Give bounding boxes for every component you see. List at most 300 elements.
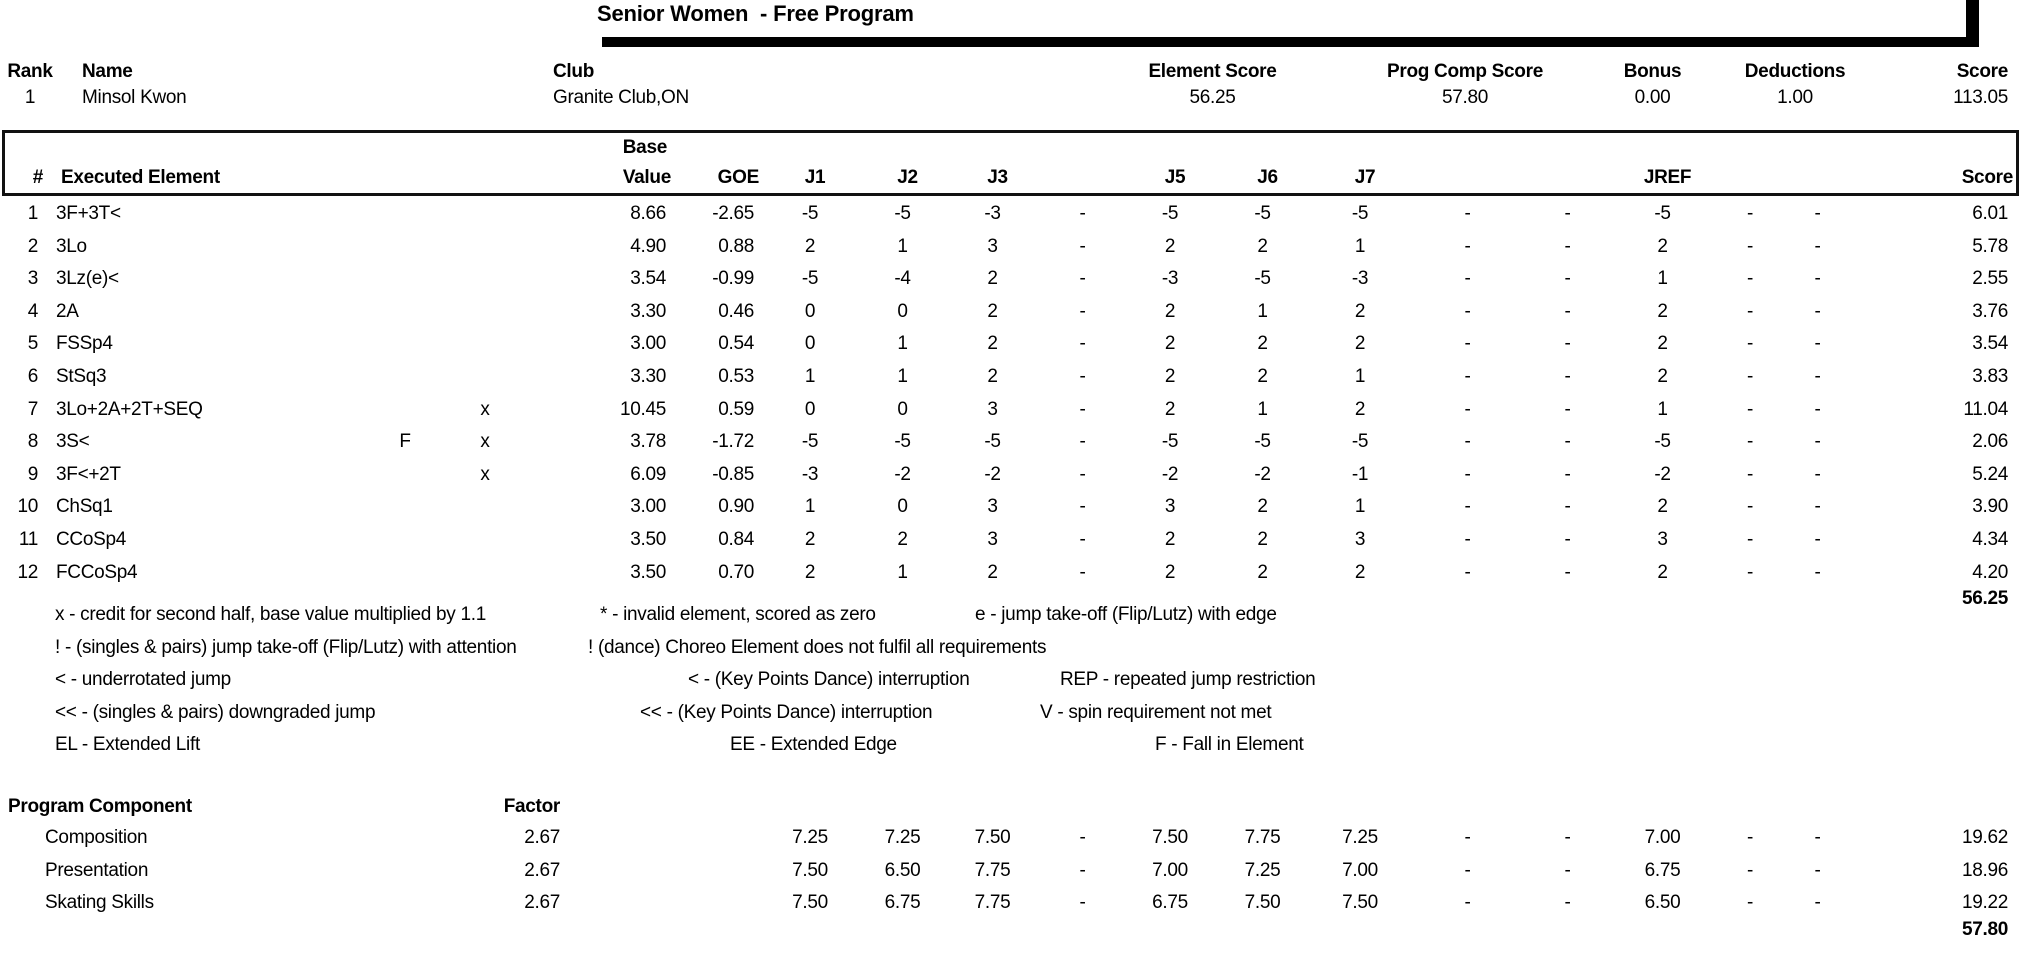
j6-score: -5 — [1254, 203, 1271, 224]
j4-score: - — [1079, 827, 1086, 848]
legend — [0, 598, 2020, 763]
extra-judge-3: - — [1746, 496, 1754, 518]
j2-score: 1 — [897, 561, 908, 583]
extra-judge-1: - — [1464, 561, 1471, 583]
deductions-header: Deductions — [1744, 61, 1846, 82]
base-value: 8.66 — [630, 203, 666, 224]
extra-judge-4: - — [1814, 268, 1821, 290]
j2-score: 0 — [897, 398, 908, 420]
j5-score: 7.00 — [1152, 859, 1188, 881]
element-row — [0, 296, 2020, 329]
deductions-value: 1.00 — [1777, 87, 1813, 108]
program-title: Senior Women - Free Program — [597, 1, 914, 26]
element-row — [0, 198, 2020, 231]
score-header: Score — [1956, 61, 2008, 82]
second-half-credit — [420, 491, 550, 524]
element-code: 3Lo — [56, 235, 87, 257]
extra-judge-3: - — [1746, 300, 1754, 322]
extra-judge-2: - — [1564, 235, 1571, 257]
element-info-flag — [390, 394, 420, 427]
element-row — [0, 361, 2020, 394]
j1-score: 2 — [804, 235, 816, 257]
j1-score: 0 — [804, 300, 816, 322]
j3-score: 7.75 — [974, 892, 1011, 914]
j2-score: 6.50 — [884, 859, 921, 881]
element-info-flag — [390, 361, 420, 394]
element-code: 3Lz(e)< — [56, 268, 119, 290]
extra-judge-1: - — [1464, 203, 1471, 224]
element-number: 8 — [27, 431, 38, 453]
element-score-header: Element Score — [1148, 61, 1277, 82]
j5-score: -2 — [1161, 463, 1179, 485]
element-info-flag — [390, 263, 420, 296]
j1-score: 2 — [804, 561, 816, 583]
element-score: 6.01 — [1972, 203, 2008, 224]
extra-judge-1: - — [1464, 496, 1471, 518]
jref-score: 1 — [1657, 398, 1668, 420]
base-value: 4.90 — [630, 235, 666, 257]
jref-score: 2 — [1657, 333, 1668, 355]
element-number: 4 — [27, 300, 38, 322]
j5-score: -5 — [1161, 431, 1179, 453]
j1-score: 2 — [804, 528, 816, 550]
element-number: 6 — [27, 365, 38, 387]
bonus-value: 0.00 — [1634, 87, 1671, 108]
extra-judge-2: - — [1564, 398, 1571, 420]
extra-judge-2: - — [1564, 496, 1571, 518]
j6-score: 1 — [1257, 398, 1268, 420]
j6-score: -5 — [1254, 268, 1271, 290]
second-half-credit — [420, 296, 550, 329]
j3-score: -5 — [984, 431, 1001, 453]
component-factor: 2.67 — [524, 827, 560, 848]
j1-header: J1 — [804, 167, 826, 188]
element-score: 2.06 — [1972, 431, 2008, 453]
element-info-flag — [390, 328, 420, 361]
j7-score: 2 — [1354, 300, 1366, 322]
j2-score: 2 — [897, 528, 908, 550]
element-info-flag — [390, 231, 420, 264]
extra-judge-4: - — [1814, 431, 1821, 453]
executed-element-header: Executed Element — [61, 167, 220, 188]
extra-judge-3: - — [1746, 528, 1754, 550]
j2-score: 0 — [897, 496, 908, 518]
legend-item: < - underrotated jump — [55, 669, 231, 690]
header-main-row — [5, 163, 2016, 193]
jref-score: 1 — [1657, 268, 1668, 290]
element-number: 7 — [27, 398, 38, 420]
bonus-header: Bonus — [1623, 61, 1682, 82]
j2-score: -5 — [894, 431, 911, 453]
goe-value: 0.54 — [718, 333, 754, 355]
extra-judge-4: - — [1814, 203, 1821, 224]
j3-score: 3 — [987, 496, 998, 518]
j1-score: 7.25 — [792, 827, 828, 848]
extra-judge-3: - — [1746, 235, 1754, 257]
extra-judge-2: - — [1564, 463, 1571, 485]
j6-score: 1 — [1257, 300, 1268, 322]
j3-score: 2 — [987, 365, 998, 387]
element-info-flag: F — [399, 431, 411, 453]
extra-judge-4: - — [1814, 561, 1821, 583]
j4-score: - — [1079, 463, 1086, 485]
element-code: FSSp4 — [56, 333, 113, 355]
prog-comp-score-header: Prog Comp Score — [1387, 61, 1543, 82]
legend-item: << - (singles & pairs) downgraded jump — [55, 702, 376, 723]
extra-judge-1: - — [1464, 892, 1471, 914]
j4-score: - — [1079, 892, 1086, 914]
extra-judge-3: - — [1746, 463, 1754, 485]
component-rows — [0, 822, 2020, 920]
component-name: Presentation — [45, 859, 149, 881]
base-value: 3.30 — [630, 365, 666, 387]
j2-score: 1 — [897, 365, 908, 387]
goe-value: 0.88 — [718, 235, 754, 257]
component-score: 19.62 — [1961, 827, 2008, 848]
j3-score: 2 — [987, 333, 998, 355]
element-info-flag — [390, 296, 420, 329]
second-half-credit: x — [480, 431, 490, 453]
j1-score: 7.50 — [792, 892, 828, 914]
extra-judge-4: - — [1814, 827, 1821, 848]
j5-score: 2 — [1164, 528, 1176, 550]
extra-judge-2: - — [1564, 268, 1571, 290]
j5-score: 3 — [1164, 496, 1176, 518]
extra-judge-3: - — [1746, 365, 1754, 387]
goe-value: -0.85 — [712, 463, 754, 485]
jref-score: 7.00 — [1644, 827, 1681, 848]
program-component-header-row — [0, 792, 2020, 822]
goe-value: 0.90 — [718, 496, 754, 518]
element-row — [0, 231, 2020, 264]
extra-judge-3: - — [1746, 859, 1754, 881]
second-half-credit: x — [480, 463, 490, 485]
j4-score: - — [1079, 496, 1086, 518]
component-factor: 2.67 — [524, 859, 560, 881]
legend-item: EE - Extended Edge — [730, 734, 897, 755]
title-box-right-border — [1966, 0, 1979, 47]
element-score-total: 56.25 — [1961, 588, 2008, 609]
j5-score: 2 — [1164, 365, 1176, 387]
second-half-credit — [420, 328, 550, 361]
j6-score: 7.50 — [1244, 892, 1281, 914]
jref-score: 2 — [1657, 235, 1668, 257]
j2-score: 6.75 — [884, 892, 921, 914]
second-half-credit — [420, 524, 550, 557]
j6-score: 2 — [1257, 235, 1268, 257]
element-code: FCCoSp4 — [56, 561, 138, 583]
j6-header: J6 — [1257, 167, 1278, 188]
base-value: 3.30 — [630, 300, 666, 322]
extra-judge-2: - — [1564, 528, 1571, 550]
second-half-credit: x — [480, 398, 490, 420]
second-half-credit — [420, 557, 550, 590]
elements-table-header — [2, 130, 2019, 196]
base-value: 10.45 — [619, 398, 666, 420]
j1-score: -5 — [801, 203, 819, 224]
j7-score: -5 — [1351, 203, 1369, 224]
extra-judge-3: - — [1746, 431, 1754, 453]
base-value: 3.50 — [630, 561, 666, 583]
j2-score: 0 — [897, 300, 908, 322]
factor-header: Factor — [503, 796, 560, 817]
j5-score: -5 — [1161, 203, 1179, 224]
extra-judge-3: - — [1746, 268, 1754, 290]
element-score: 3.90 — [1972, 496, 2008, 518]
j4-score: - — [1079, 859, 1086, 881]
element-score-col-header: Score — [1961, 167, 2013, 188]
j6-score: 2 — [1257, 528, 1268, 550]
extra-judge-4: - — [1814, 398, 1821, 420]
j7-score: 2 — [1354, 333, 1366, 355]
element-code: ChSq1 — [56, 496, 113, 518]
goe-value: 0.59 — [718, 398, 754, 420]
element-score-value: 56.25 — [1189, 87, 1236, 108]
j1-score: 7.50 — [792, 859, 828, 881]
j5-score: 2 — [1164, 333, 1176, 355]
goe-value: 0.46 — [718, 300, 754, 322]
j2-score: -2 — [894, 463, 911, 485]
extra-judge-2: - — [1564, 892, 1571, 914]
j3-score: 3 — [987, 398, 998, 420]
goe-value: 0.70 — [718, 561, 754, 583]
j2-score: 1 — [897, 333, 908, 355]
j5-score: 2 — [1164, 300, 1176, 322]
j1-score: -3 — [801, 463, 819, 485]
element-row — [0, 557, 2020, 590]
extra-judge-1: - — [1464, 398, 1471, 420]
element-code: 3F<+2T — [56, 463, 121, 485]
element-score: 4.34 — [1972, 528, 2008, 550]
second-half-credit — [420, 198, 550, 231]
j3-score: 2 — [987, 561, 998, 583]
jref-score: -2 — [1654, 463, 1671, 485]
element-score: 3.54 — [1972, 333, 2008, 355]
base-header: Base — [622, 137, 667, 158]
component-row — [0, 822, 2020, 855]
element-number: 11 — [18, 528, 38, 550]
legend-item: V - spin requirement not met — [1040, 702, 1272, 723]
j7-score: 7.50 — [1342, 892, 1378, 914]
element-info-flag — [390, 459, 420, 492]
element-code: 2A — [56, 300, 79, 322]
j6-score: -2 — [1254, 463, 1271, 485]
legend-item: << - (Key Points Dance) interruption — [640, 702, 933, 723]
j6-score: 2 — [1257, 333, 1268, 355]
extra-judge-2: - — [1564, 365, 1571, 387]
extra-judge-1: - — [1464, 528, 1471, 550]
element-row — [0, 426, 2020, 459]
j1-score: 0 — [804, 333, 816, 355]
component-factor: 2.67 — [524, 892, 560, 914]
element-info-flag — [390, 198, 420, 231]
extra-judge-4: - — [1814, 892, 1821, 914]
j7-score: 7.00 — [1342, 859, 1378, 881]
element-info-flag — [390, 491, 420, 524]
j2-score: -5 — [894, 203, 911, 224]
element-rows — [0, 198, 2020, 589]
j6-score: 7.25 — [1244, 859, 1281, 881]
extra-judge-2: - — [1564, 827, 1571, 848]
j7-score: 1 — [1354, 235, 1366, 257]
j7-header: J7 — [1354, 167, 1376, 188]
element-number: 10 — [17, 496, 38, 518]
element-number: 3 — [27, 268, 38, 290]
j4-score: - — [1079, 333, 1086, 355]
extra-judge-2: - — [1564, 561, 1571, 583]
name-header: Name — [82, 61, 133, 82]
goe-value: -2.65 — [712, 203, 754, 224]
element-score: 5.24 — [1972, 463, 2008, 485]
j7-score: 2 — [1354, 398, 1366, 420]
j3-score: -3 — [984, 203, 1001, 224]
extra-judge-3: - — [1746, 398, 1754, 420]
element-score: 5.78 — [1972, 235, 2008, 257]
element-row — [0, 491, 2020, 524]
j3-score: 3 — [987, 528, 998, 550]
skater-name: Minsol Kwon — [82, 87, 187, 108]
j3-score: 3 — [987, 235, 998, 257]
j3-score: -2 — [984, 463, 1001, 485]
result-header-row — [0, 58, 2020, 86]
j5-score: 2 — [1164, 398, 1176, 420]
jref-score: 2 — [1657, 561, 1668, 583]
goe-header: GOE — [717, 167, 759, 188]
j7-score: -5 — [1351, 431, 1369, 453]
j7-score: 3 — [1354, 528, 1366, 550]
second-half-credit — [420, 231, 550, 264]
j4-score: - — [1079, 235, 1086, 257]
base-value: 3.78 — [630, 431, 666, 453]
j1-score: 1 — [804, 496, 816, 518]
extra-judge-1: - — [1464, 463, 1471, 485]
legend-item: F - Fall in Element — [1155, 734, 1304, 755]
j7-score: 1 — [1354, 365, 1366, 387]
element-score: 11.04 — [1963, 398, 2008, 420]
legend-line — [0, 696, 2020, 729]
base-value: 3.50 — [630, 528, 666, 550]
base-value: 3.00 — [630, 496, 666, 518]
j4-score: - — [1079, 365, 1086, 387]
jref-score: 2 — [1657, 365, 1668, 387]
element-code: CCoSp4 — [56, 528, 127, 550]
base-value: 3.00 — [630, 333, 666, 355]
element-score: 2.55 — [1972, 268, 2008, 290]
j7-score: 7.25 — [1342, 827, 1378, 848]
jref-score: -5 — [1654, 431, 1671, 453]
element-row — [0, 459, 2020, 492]
j4-score: - — [1079, 528, 1086, 550]
j3-score: 7.75 — [974, 859, 1011, 881]
j6-score: -5 — [1254, 431, 1271, 453]
extra-judge-4: - — [1814, 496, 1821, 518]
element-info-flag — [390, 524, 420, 557]
j5-header: J5 — [1164, 167, 1186, 188]
element-number: 2 — [27, 235, 38, 257]
base-value: 3.54 — [630, 268, 666, 290]
rank-header: Rank — [7, 61, 53, 82]
legend-line — [0, 728, 2020, 761]
result-values-row — [0, 84, 2020, 112]
goe-value: 0.53 — [718, 365, 754, 387]
legend-item: ! (dance) Choreo Element does not fulfil all requirements — [588, 637, 1047, 658]
goe-value: -1.72 — [712, 431, 754, 453]
extra-judge-2: - — [1564, 859, 1571, 881]
j5-score: -3 — [1161, 268, 1179, 290]
legend-item: ! - (singles & pairs) jump take-off (Flip/Lutz) with attention — [55, 637, 517, 658]
j6-score: 2 — [1257, 365, 1268, 387]
rank-value: 1 — [24, 87, 36, 108]
j4-score: - — [1079, 203, 1086, 224]
extra-judge-4: - — [1814, 333, 1821, 355]
j4-score: - — [1079, 268, 1086, 290]
extra-judge-2: - — [1564, 300, 1571, 322]
component-score: 18.96 — [1961, 859, 2008, 881]
prog-comp-score-value: 57.80 — [1441, 87, 1489, 108]
element-row — [0, 524, 2020, 557]
extra-judge-4: - — [1814, 463, 1821, 485]
element-info-flag — [390, 557, 420, 590]
j5-score: 2 — [1164, 561, 1176, 583]
club-value: Granite Club,ON — [553, 87, 689, 108]
j4-score: - — [1079, 398, 1086, 420]
component-name: Skating Skills — [45, 892, 154, 914]
extra-judge-1: - — [1464, 859, 1471, 881]
element-code: 3F+3T< — [56, 203, 121, 224]
element-row — [0, 394, 2020, 427]
j7-score: -3 — [1351, 268, 1369, 290]
extra-judge-3: - — [1746, 827, 1754, 848]
component-spacer — [560, 855, 760, 888]
legend-line — [0, 631, 2020, 664]
goe-value: 0.84 — [718, 528, 754, 550]
extra-judge-1: - — [1464, 431, 1471, 453]
j2-score: 1 — [897, 235, 908, 257]
component-score: 19.22 — [1961, 892, 2008, 914]
j5-score: 7.50 — [1152, 827, 1188, 848]
legend-item: REP - repeated jump restriction — [1060, 669, 1316, 690]
goe-value: -0.99 — [712, 268, 754, 290]
num-header: # — [32, 167, 43, 188]
program-component-total: 57.80 — [1961, 919, 2008, 940]
legend-item: x - credit for second half, base value multiplied by 1.1 — [55, 604, 486, 625]
value-header: Value — [622, 167, 671, 188]
second-half-credit — [420, 263, 550, 296]
extra-judge-1: - — [1464, 365, 1471, 387]
extra-judge-1: - — [1464, 333, 1471, 355]
j1-score: -5 — [801, 431, 819, 453]
element-score: 4.20 — [1972, 561, 2008, 583]
base-value: 6.09 — [630, 463, 666, 485]
total-score-value: 113.05 — [1953, 87, 2008, 108]
jref-score: 6.50 — [1644, 892, 1681, 914]
j2-score: 7.25 — [884, 827, 921, 848]
legend-line — [0, 663, 2020, 696]
j2-header: J2 — [897, 167, 918, 188]
extra-judge-3: - — [1746, 333, 1754, 355]
extra-judge-2: - — [1564, 203, 1571, 224]
extra-judge-1: - — [1464, 300, 1471, 322]
j3-header: J3 — [987, 167, 1008, 188]
j2-score: -4 — [894, 268, 911, 290]
element-score: 3.83 — [1972, 365, 2008, 387]
j6-score: 7.75 — [1244, 827, 1281, 848]
extra-judge-1: - — [1464, 235, 1471, 257]
j7-score: -1 — [1351, 463, 1369, 485]
component-spacer — [560, 887, 760, 920]
j1-score: 0 — [804, 398, 816, 420]
jref-score: 2 — [1657, 300, 1668, 322]
